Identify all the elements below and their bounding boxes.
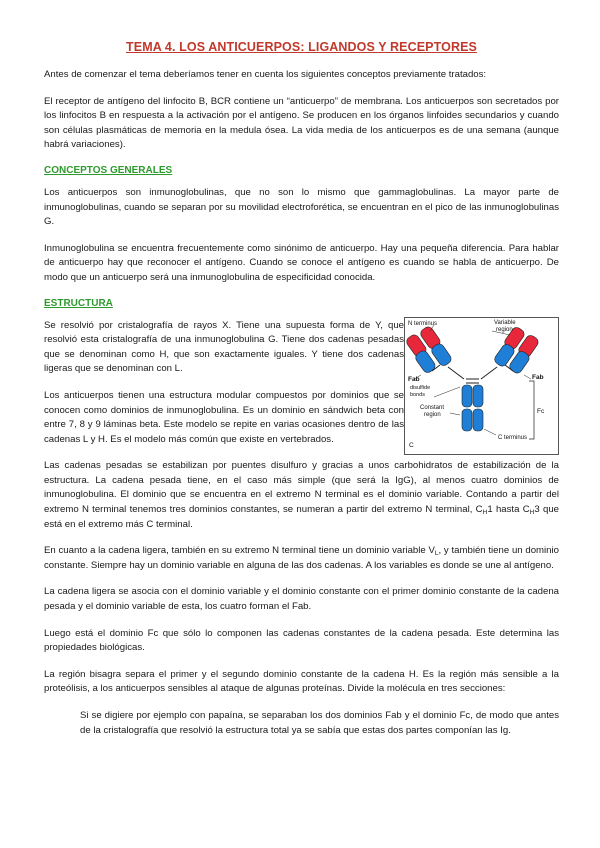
receptor-paragraph: El receptor de antígeno del linfocito B, BCR contiene un “anticuerpo” de membrana. Los anticuerpos son secretados por los linfocitos B en respuesta a la activación por el antígeno. Se producen en los órganos linfoides secundarios y cuando son células plasmáticas de memoria en la medula ósea. La vida media de los anticuerpos es de una semana (aunque habrá variaciones). — [44, 95, 559, 151]
label-fc: Fc — [537, 407, 545, 415]
intro-paragraph: Antes de comenzar el tema deberíamos tener en cuenta los siguientes conceptos previamente tratados: — [44, 69, 487, 80]
estructura-modular-paragraph: Los anticuerpos tienen una estructura modular compuestos por dominios que se conocen como dominios de inmunoglobulina. Es un dominio en sándwich beta con entre 7, 8 y 9 láminas beta. Este modelo se repite en varias ocasiones dentro de las cadenas L y H. Es el modelo más común que existe en vertebrados. — [44, 389, 404, 445]
label-n-terminus: N terminus — [408, 320, 438, 327]
label-disulfide: disulfide — [410, 384, 431, 391]
label-fab-right: Fab — [532, 373, 544, 381]
label-region-constant: region — [424, 411, 441, 418]
label-c-terminus: C terminus — [498, 434, 528, 441]
cadena-ligera-paragraph: En cuanto a la cadena ligera, también en su extremo N terminal tiene un dominio variable $V_L$, y también tiene un dominio constante. Siempre hay un dominio variable en alguna de las dos cadenas. A los variables es donde se une al antígeno. — [44, 545, 559, 571]
label-region-variable: region — [496, 326, 513, 333]
estructura-block — [44, 319, 559, 448]
heading-conceptos-generales: CONCEPTOS GENERALES — [44, 164, 173, 176]
fab-paragraph: La cadena ligera se asocia con el dominio variable y el dominio constante con el primer dominio constante de la cadena pesada y el dominio variable de esta, los cuatro forman el Fab. — [44, 586, 559, 613]
document-title: TEMA 4. LOS ANTICUERPOS: LIGANDOS Y RECEPTORES — [126, 40, 477, 54]
papaina-paragraph: Si se digiere por ejemplo con papaína, se separaban los dos dominios Fab y el dominio Fc, de modo que antes de la cristalografía que resolvió la estructura total ya se sabía que estas dos partes componían las Ig. — [80, 710, 559, 736]
anticuerpo-definition-paragraph: Inmunoglobulina se encuentra frecuentemente como sinónimo de anticuerpo. Hay una pequeña diferencia. Para hablar de anticuerpo hay que reconocer el antígeno. Cuando se conoce el antígeno es cuando se habla de anticuerpo. De modo que un anticuerpo será una inmunoglobulina de especificidad conocida. — [44, 242, 559, 283]
label-constant: Constant — [420, 404, 445, 411]
inmunoglobulinas-paragraph: Los anticuerpos son inmunoglobulinas, que no son lo mismo que gammaglobulinas. La mayor parte de inmunoglobulinas, cuando se separan por su movilidad electroforética, se encuentran en el pico de las inmunoglobulinas G. — [44, 186, 559, 228]
label-variable: Variable — [494, 319, 516, 326]
label-bonds: bonds — [410, 391, 425, 398]
cristalografia-paragraph: Se resolvió por cristalografía de rayos X. Tiene una supuesta forma de Y, que resolvió esta cristalografía de una inmunoglobulina G. Tiene dos cadenas pesadas que se denominan como H, que son exactamente iguales. Y tiene dos cadenas ligeras que se denominan con L. — [44, 319, 404, 375]
document-page — [44, 40, 559, 750]
cadenas-pesadas-paragraph: Las cadenas pesadas se estabilizan por puentes disulfuro y gracias a unos carbohidratos de estabilización de la estructura. La cadena pesada tiene, en el caso más simple (que será la IgG), al menos cuatro dominios de inmunoglobulina. El dominio que se encuentra en el extremo N terminal es el dominio variable. Contando a partir del extremo N terminal tenemos tres dominios constantes, se numeran a partir del extremo N terminal, $C_H1$ hasta $C_H3$ que está en el extremo más C terminal. — [44, 460, 559, 530]
label-c: C — [409, 441, 414, 449]
heading-estructura: ESTRUCTURA — [44, 297, 113, 309]
label-fab-left: Fab — [408, 375, 420, 383]
bisagra-paragraph: La región bisagra separa el primer y el segundo dominio constante de la cadena H. Es la región más sensible a la proteólisis, a los anticuerpos sensibles al ataque de algunas proteínas. Divide la molécula en tres secciones: — [44, 668, 559, 695]
fc-paragraph: Luego está el dominio Fc que sólo lo componen las cadenas constantes de la cadena pesada. Este determina las propiedades biológicas. — [44, 627, 559, 654]
antibody-structure-figure — [404, 317, 559, 455]
